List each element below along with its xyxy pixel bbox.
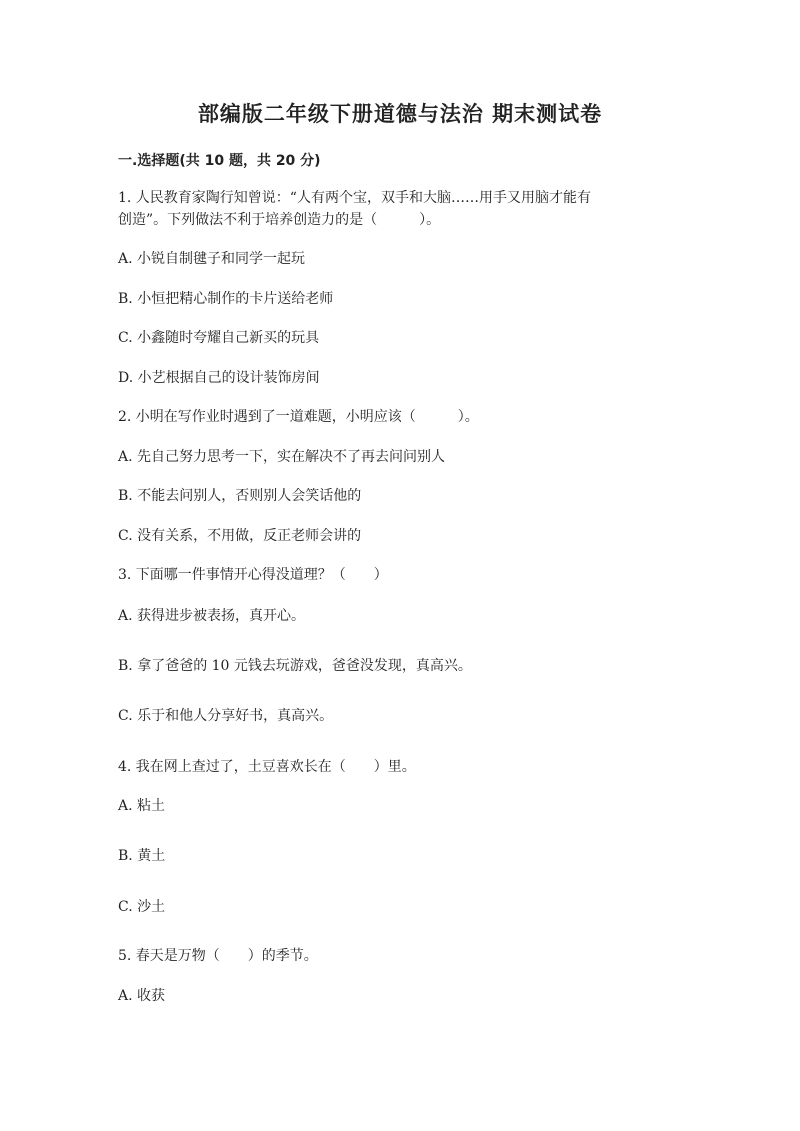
question-3-option-c: C. 乐于和他人分享好书，真高兴。	[118, 708, 334, 724]
question-2-option-c: C. 没有关系，不用做，反正老师会讲的	[118, 528, 362, 544]
question-3-option-a: A. 获得进步被表扬，真开心。	[118, 608, 306, 624]
question-1-stem-line-1: 1. 人民教育家陶行知曾说：“人有两个宝，双手和大脑……用手又用脑才能有	[118, 190, 591, 206]
question-1-stem-line-2: 创造”。下列做法不利于培养创造力的是（ ）。	[118, 212, 441, 228]
question-1-option-d: D. 小艺根据自己的设计装饰房间	[118, 370, 320, 386]
question-1-option-b: B. 小恒把精心制作的卡片送给老师	[118, 291, 334, 307]
question-1-option-c: C. 小鑫随时夸耀自己新买的玩具	[118, 330, 320, 346]
question-3-stem: 3. 下面哪一件事情开心得没道理？（ ）	[118, 567, 388, 583]
question-5-option-a: A. 收获	[118, 988, 166, 1004]
page-title: 部编版二年级下册道德与法治 期末测试卷	[197, 102, 603, 126]
question-1-option-a: A. 小锐自制毽子和同学一起玩	[118, 251, 306, 267]
question-4-option-a: A. 粘土	[118, 798, 166, 814]
question-3-option-b: B. 拿了爸爸的 10 元钱去玩游戏，爸爸没发现，真高兴。	[118, 658, 472, 674]
question-4-option-c: C. 沙土	[118, 899, 166, 915]
question-4-stem: 4. 我在网上查过了，土豆喜欢长在（ ）里。	[118, 759, 416, 775]
question-4-option-b: B. 黄土	[118, 848, 166, 864]
question-5-stem: 5. 春天是万物（ ）的季节。	[118, 948, 318, 964]
question-2-stem: 2. 小明在写作业时遇到了一道难题，小明应该（ ）。	[118, 409, 479, 425]
question-2-option-b: B. 不能去问别人，否则别人会笑话他的	[118, 488, 362, 504]
section-heading: 一.选择题(共 10 题，共 20 分)	[118, 153, 321, 169]
question-2-option-a: A. 先自己努力思考一下，实在解决不了再去问问别人	[118, 449, 446, 465]
